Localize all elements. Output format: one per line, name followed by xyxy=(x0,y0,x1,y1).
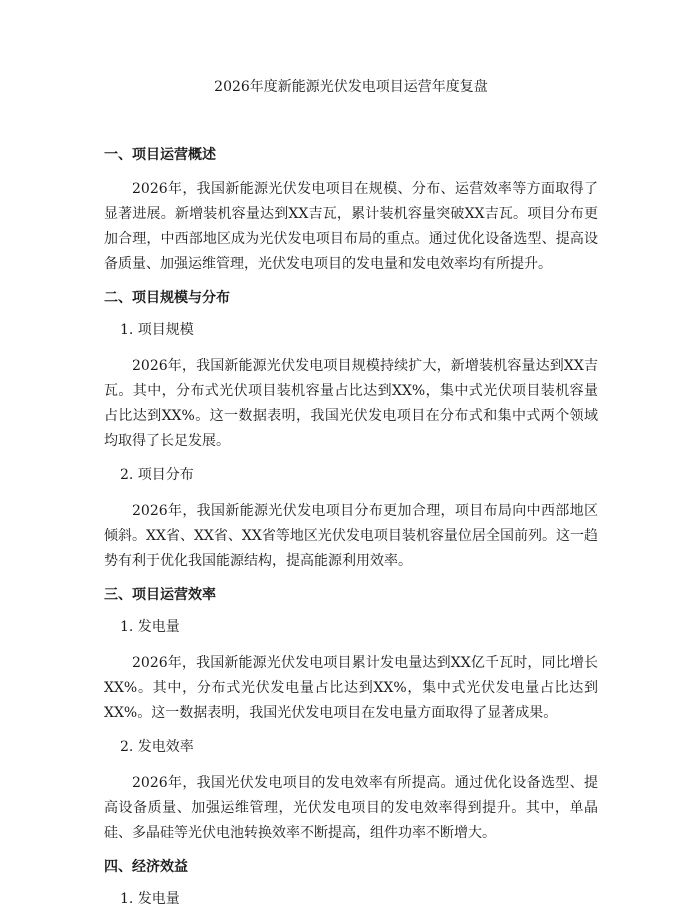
section-heading: 四、经济效益 xyxy=(104,859,188,875)
section-heading: 一、项目运营概述 xyxy=(104,147,216,163)
paragraph: 2026年，我国新能源光伏发电项目规模持续扩大，新增装机容量达到XX吉瓦。其中，分布式光伏项目装机容量占比达到XX%，集中式光伏项目装机容量占比达到XX%。这一数据表明，我国光伏发电项目在分布式和集中式两个领域均取得了长足发展。 xyxy=(104,358,598,449)
subsection-heading: 1. 发电量 xyxy=(120,619,180,635)
paragraph: 2026年，我国新能源光伏发电项目累计发电量达到XX亿千瓦时，同比增长XX%。其中，分布式光伏发电量占比达到XX%，集中式光伏发电量占比达到XX%。这一数据表明，我国光伏发电项目在发电量方面取得了显著成果。 xyxy=(104,655,598,721)
section-economic-benefits xyxy=(104,857,598,909)
section-heading: 二、项目规模与分布 xyxy=(104,290,230,306)
paragraph: 2026年，我国新能源光伏发电项目分布更加合理，项目布局向中西部地区倾斜。XX省、XX省、XX省等地区光伏发电项目装机容量位居全国前列。这一趋势有利于优化我国能源结构，提高能源利用效率。 xyxy=(104,503,598,569)
section-scale-distribution xyxy=(104,288,598,574)
paragraph: 2026年，我国新能源光伏发电项目在规模、分布、运营效率等方面取得了显著进展。新增装机容量达到XX吉瓦，累计装机容量突破XX吉瓦。项目分布更加合理，中西部地区成为光伏发电项目布局的重点。通过优化设备选型、提高设备质量、加强运维管理，光伏发电项目的发电量和发电效率均有所提升。 xyxy=(104,181,598,272)
section-operating-efficiency xyxy=(104,585,598,846)
subsection-heading: 1. 发电量 xyxy=(120,891,180,907)
section-overview xyxy=(104,145,598,277)
section-heading: 三、项目运营效率 xyxy=(104,587,216,603)
paragraph: 2026年，我国光伏发电项目的发电效率有所提高。通过优化设备选型、提高设备质量、加强运维管理，光伏发电项目的发电效率得到提升。其中，单晶硅、多晶硅等光伏电池转换效率不断提高，组件功率不断增大。 xyxy=(104,775,598,841)
subsection-heading: 2. 发电效率 xyxy=(120,739,194,755)
document-title: 2026年度新能源光伏发电项目运营年度复盘 xyxy=(214,79,488,95)
subsection-heading: 1. 项目规模 xyxy=(120,322,194,338)
subsection-heading: 2. 项目分布 xyxy=(120,467,194,483)
